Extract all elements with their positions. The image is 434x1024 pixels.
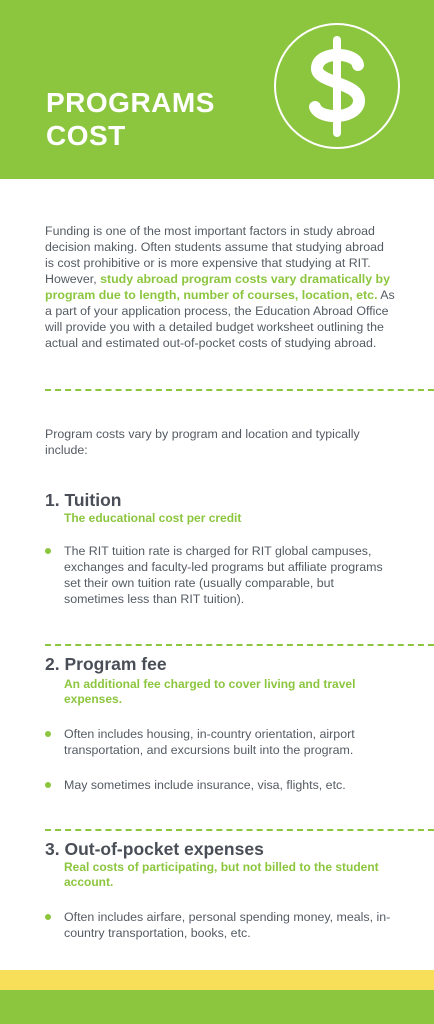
page-title: [46, 86, 266, 152]
list-item-text: May sometimes include insurance, visa, flights, etc.: [64, 778, 346, 792]
section-subtitle-program-fee: An additional fee charged to cover living and travel expenses.: [64, 677, 356, 706]
page-title-line2: COST: [46, 120, 126, 151]
section-divider: [45, 829, 434, 831]
section-subtitle-tuition: The educational cost per credit: [64, 511, 242, 525]
section-title-tuition: 1. Tuition: [45, 490, 122, 510]
list-item: [45, 543, 395, 607]
list-item: [45, 726, 395, 758]
intro-text-2: As a part of your application process, the Education Abroad Office will provide you with a detailed budget worksheet outlining the actual and estimated out-of-pocket costs of studying abroad.: [45, 288, 395, 350]
section-title-out-of-pocket: 3. Out-of-pocket expenses: [45, 839, 264, 859]
list-item-text: Often includes housing, in-country orientation, airport transportation, and excursions built into the program.: [64, 727, 355, 757]
intro-paragraph: [45, 223, 395, 351]
section-subtitle-out-of-pocket: Real costs of participating, but not billed to the student account.: [64, 860, 379, 889]
section-divider: [45, 389, 434, 391]
list-item: [45, 777, 395, 793]
list-item-text: Often includes airfare, personal spending money, meals, in-country transportation, books, etc.: [64, 910, 391, 940]
header-banner: [0, 0, 434, 179]
page-title-line1: PROGRAMS: [46, 87, 215, 118]
intro-highlight: study abroad program costs vary dramatically by program due to length, number of courses, location, etc.: [45, 272, 391, 302]
bullet-icon: [45, 914, 51, 920]
bullet-icon: [45, 782, 51, 788]
footer-accent-bar: [0, 970, 434, 990]
lead-paragraph: Program costs vary by program and location and typically include:: [45, 427, 360, 457]
bullet-icon: [45, 548, 51, 554]
footer-bar: [0, 990, 434, 1024]
section-divider: [45, 644, 434, 646]
intro-text-1: Funding is one of the most important factors in study abroad decision making. Often students assume that studying abroad is cost prohibitive or is more expensive that studying at RIT. However,: [45, 224, 384, 286]
list-item-text: The RIT tuition rate is charged for RIT global campuses, exchanges and faculty-led programs but affiliate programs set their own tuition rate (usually comparable, but sometimes less than RIT tuition).: [64, 544, 383, 606]
bullet-icon: [45, 731, 51, 737]
section-title-program-fee: 2. Program fee: [45, 654, 167, 674]
dollar-sign-icon: [274, 23, 400, 149]
list-item: [45, 909, 395, 941]
